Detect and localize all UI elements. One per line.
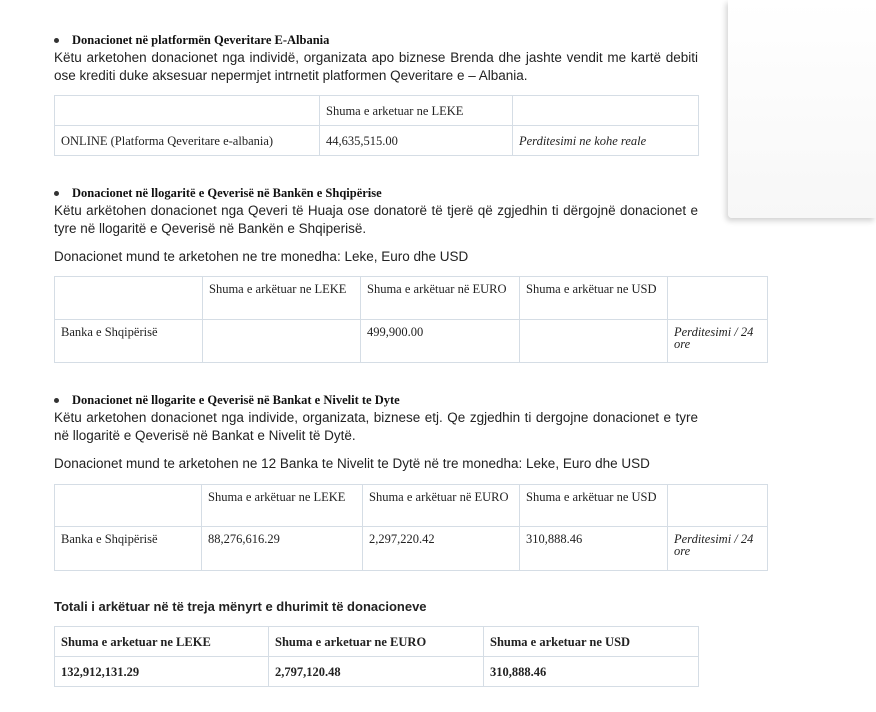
table-cell: 2,297,220.42 [363,527,520,571]
table-header-cell: Shuma e arkëtuar ne USD [520,277,668,320]
table-header-cell [55,277,203,320]
side-panel [728,0,876,218]
table-header-cell: Shuma e arkëtuar në EURO [361,277,520,320]
section-1-heading-text: Donacionet në platformën Qeveritare E-Albania [72,33,330,47]
table-cell: ONLINE (Platforma Qeveritare e-albania) [55,126,320,156]
table-header-cell [55,485,202,527]
table-cell [520,320,668,363]
table-header-cell: Shuma e arkëtuar ne LEKE [203,277,361,320]
table-cell: 88,276,616.29 [202,527,363,571]
section-2-heading-text: Donacionet në llogaritë e Qeverisë në Bankën e Shqipërise [72,186,382,200]
section-2-table [54,276,768,363]
section-3-paragraph: Këtu arketohen donacionet nga individe, organizata, biznese etj. Qe zgjedhin ti dergojne donacionet e tyre në llogaritë e Qeverisë në Bankat e Nivelit të Dytë. [54,410,698,443]
table-cell: Banka e Shqipërisë [55,527,202,571]
table-header-cell: Shuma e arketuar ne EURO [269,627,484,657]
bullet-icon [54,191,59,196]
table-row [55,527,768,571]
table-header-row [55,96,699,126]
table-header-cell: Shuma e arkëtuar ne LEKE [202,485,363,527]
bullet-icon [54,38,59,43]
table-cell: Perditesimi ne kohe reale [513,126,699,156]
table-cell: Perditesimi / 24 ore [668,320,768,363]
table-header-cell: Shuma e arkëtuar në EURO [363,485,520,527]
section-1-table [54,95,699,156]
table-cell: 2,797,120.48 [269,657,484,687]
table-header-cell [668,277,768,320]
table-header-row [55,277,768,320]
totals-heading: Totali i arkëtuar në të treja mënyrt e dhurimit të donacioneve [54,599,427,614]
table-header-row [55,627,699,657]
table-cell: 132,912,131.29 [55,657,269,687]
section-2-heading [54,186,382,201]
table-cell: 310,888.46 [520,527,668,571]
section-1-heading [54,33,329,48]
table-header-cell: Shuma e arketuar ne LEKE [320,96,513,126]
table-header-cell [55,96,320,126]
table-header-cell [513,96,699,126]
table-cell: 44,635,515.00 [320,126,513,156]
table-header-cell: Shuma e arketuar ne USD [484,627,699,657]
table-row [55,320,768,363]
section-3-table [54,484,768,571]
table-cell: Perditesimi / 24 ore [668,527,768,571]
table-cell: 310,888.46 [484,657,699,687]
section-3-currencies-note: Donacionet mund te arketohen ne 12 Banka te Nivelit te Dytë në tre monedha: Leke, Euro dhe USD [54,456,650,471]
table-cell: 499,900.00 [361,320,520,363]
table-row [55,126,699,156]
table-header-cell [668,485,768,527]
section-1-paragraph: Këtu arketohen donacionet nga individë, organizata apo biznese Brenda dhe jashte vendit me kartë debiti ose krediti duke aksesuar nepermjet intrnetit platformen Qeveritare e – Albania. [54,50,698,83]
bullet-icon [54,398,59,403]
section-3-heading-text: Donacionet në llogarite e Qeverisë në Bankat e Nivelit te Dyte [72,393,400,407]
table-header-cell: Shuma e arketuar ne LEKE [55,627,269,657]
totals-table [54,626,699,687]
table-row [55,657,699,687]
table-header-cell: Shuma e arkëtuar ne USD [520,485,668,527]
section-3-heading [54,393,400,408]
table-header-row [55,485,768,527]
table-cell [203,320,361,363]
table-cell: Banka e Shqipërisë [55,320,203,363]
section-2-currencies-note: Donacionet mund te arketohen ne tre monedha: Leke, Euro dhe USD [54,249,469,264]
section-2-paragraph: Këtu arkëtohen donacionet nga Qeveri të Huaja ose donatorë të tjerë që zgjedhin ti dërgojnë donacionet e tyre në llogaritë e Qeverisë në Bankën e Shqiperisë. [54,203,698,236]
